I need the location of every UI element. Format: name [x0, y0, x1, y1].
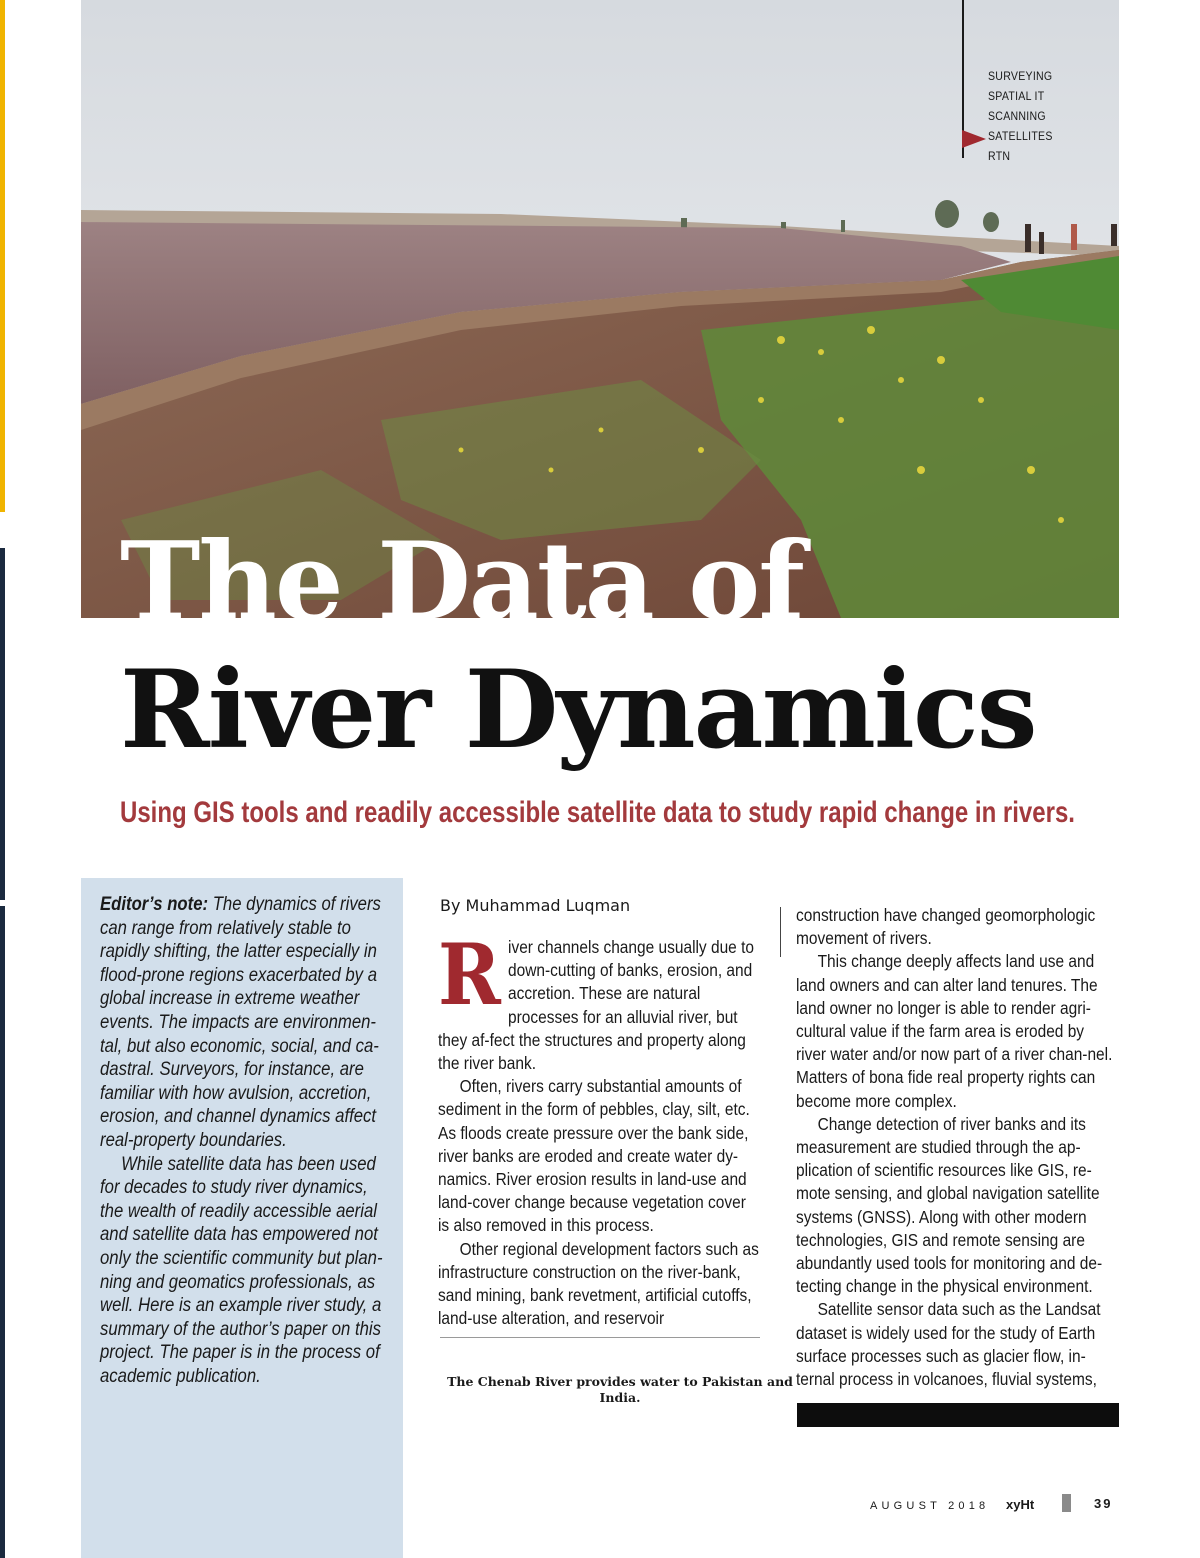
article-title-line-2: River Dynamics: [120, 647, 1036, 773]
article-paragraph-1-text: iver channels change usually due to down-cutting of banks, erosion, and accretion. These are natural processes for an alluvial river, but they af-fect the structures and property along the river bank.: [438, 937, 754, 1074]
article-paragraph-7: Satellite sensor data such as the Landsat dataset is widely used for the study of Earth surface processes such as glacier flow, in-ternal process in volcanoes, fluvial systems,: [796, 1299, 1101, 1390]
active-section-arrow-icon: [962, 130, 986, 148]
footer-separator: [1062, 1494, 1071, 1512]
edge-accent-yellow: [0, 0, 5, 512]
byline: By Muhammad Luqman: [440, 896, 631, 915]
article-paragraph-2: Often, rivers carry substantial amounts of sediment in the form of pebbles, clay, silt, etc. As floods create pressure over the bank side, river banks are eroded and create water dy-namics. River erosion results in land-use and land-cover change because vegetation cover is also removed in this process.: [438, 1076, 750, 1236]
footer-date: AUGUST 2018: [870, 1500, 990, 1512]
column-end-bar: [797, 1403, 1119, 1427]
edge-accent-navy: [0, 548, 5, 900]
article-paragraph-5: This change deeply affects land use and land owners and can alter land tenures. The land owner no longer is able to render agri-cultural value if the farm area is eroded by river water and/or now part of a river chan-nel. Matters of bona fide real property rights can become more complex.: [796, 951, 1113, 1111]
section-item-rtn[interactable]: RTN: [988, 149, 1011, 163]
article-column-1: [438, 925, 796, 1330]
drop-cap: R: [438, 925, 501, 1024]
section-item-scanning[interactable]: SCANNING: [988, 109, 1046, 123]
article-paragraph-3: Other regional development factors such as infrastructure construction on the river-bank, sand mining, bank revetment, artificial cutoffs, land-use alteration, and reservoir: [438, 1238, 759, 1329]
article-subtitle: Using GIS tools and readily accessible satellite data to study rapid change in rivers.: [120, 796, 1075, 829]
photo-caption: The Chenab River provides water to Pakistan and India.: [447, 1374, 793, 1405]
footer-magazine: xyHt: [1006, 1497, 1035, 1512]
article-paragraph-6: Change detection of river banks and its measurement are studied through the ap-plication of scientific resources like GIS, re-mote sensing, and global navigation satellite systems (GNSS). Along with other modern technologies, GIS and remote sensing are abundantly used tools for monitoring and de-tecting change in the physical environment.: [796, 1113, 1103, 1297]
editor-note-label: Editor’s note:: [100, 894, 209, 915]
editor-note: [100, 893, 420, 1388]
editor-note-paragraph-2: While satellite data has been used for decades to study river dynamics, the wealth of readily accessible aerial and satellite data has empowered not only the scientific community but plan-ning and geomatics professionals, as well. Here is an example river study, a summary of the author’s paper on this project. The paper is in the process of academic publication.: [100, 1153, 383, 1387]
article-title: [120, 518, 1036, 774]
article-title-line-1: The Data of: [120, 519, 803, 645]
article-column-2: [796, 904, 1152, 1391]
article-paragraph-1: [438, 925, 760, 1075]
editor-note-paragraph-1: [100, 893, 387, 1153]
section-item-surveying[interactable]: SURVEYING: [988, 69, 1053, 83]
page-number: 39: [1094, 1496, 1113, 1511]
section-nav: [962, 0, 1122, 163]
section-item-satellites[interactable]: SATELLITES: [988, 129, 1053, 143]
caption-divider: [440, 1337, 760, 1338]
edge-accent-navy-lower: [0, 906, 5, 1558]
editor-note-text-1: The dynamics of rivers can range from relatively stable to rapidly shifting, the latter especially in flood-prone regions exacerbated by a global increase in extreme weather events. The impacts are environmen-tal, but also economic, social, and ca-dastral. Surveyors, for instance, are familiar with how avulsion, accretion, erosion, and channel dynamics affect real-property boundaries.: [100, 894, 381, 1151]
column-divider: [780, 907, 781, 957]
section-item-spatial-it[interactable]: SPATIAL IT: [988, 89, 1045, 103]
article-paragraph-4: construction have changed geomorphologic movement of rivers.: [796, 905, 1096, 949]
